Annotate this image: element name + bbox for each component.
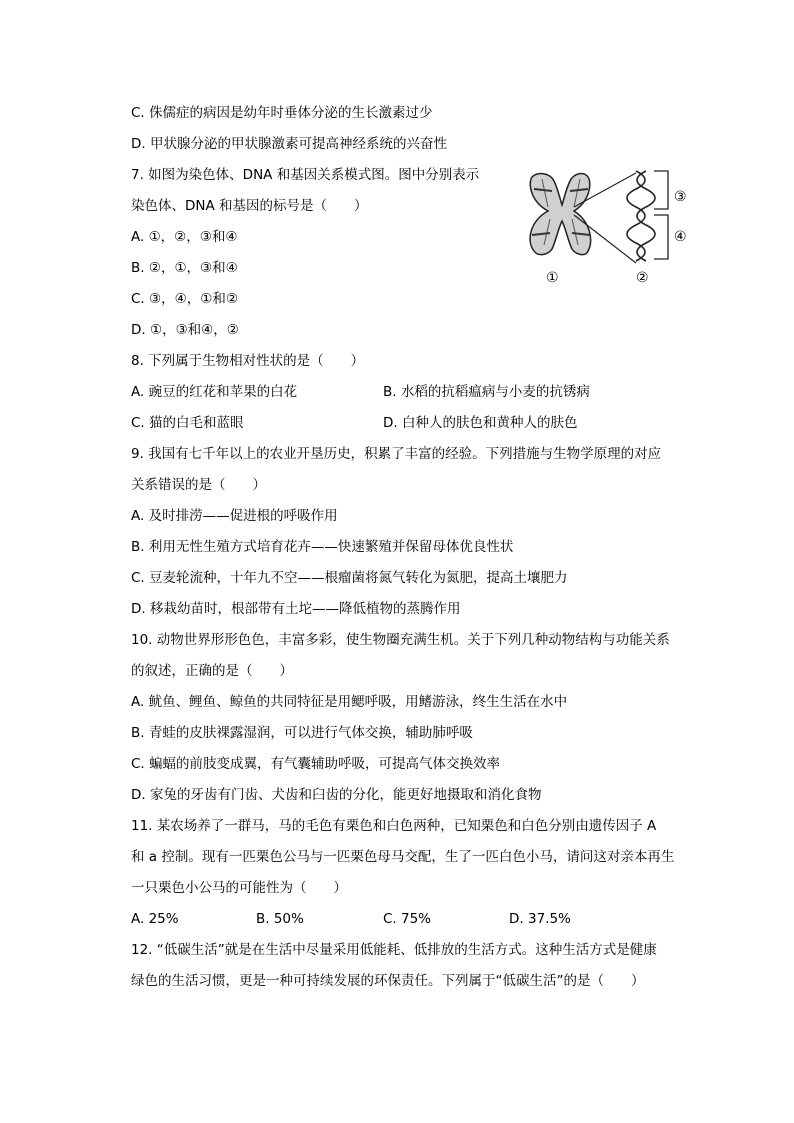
dna-helix <box>627 171 655 261</box>
q11-stem-line3: 一只栗色小公马的可能性为（ ） <box>131 880 347 896</box>
q9-option-d: D. 移栽幼苗时，根部带有土坨——降低植物的蒸腾作用 <box>131 601 461 617</box>
q11-option-b: B. 50% <box>256 911 304 927</box>
q11-stem-line2: 和 a 控制。现有一匹栗色公马与一匹栗色母马交配，生了一匹白色小马，请问这对亲本再生 <box>131 849 675 865</box>
q9-option-c: C. 豆麦轮流种，十年九不空——根瘤菌将氮气转化为氮肥，提高土壤肥力 <box>131 570 568 586</box>
q10-option-c: C. 蝙蝠的前肢变成翼，有气囊辅助呼吸，可提高气体交换效率 <box>131 756 501 772</box>
chromosome-diagram <box>518 163 698 293</box>
q10-option-a: A. 鱿鱼、鲤鱼、鲸鱼的共同特征是用鳃呼吸，用鳍游泳，终生生活在水中 <box>131 694 568 710</box>
q10-option-d: D. 家兔的牙齿有门齿、犬齿和臼齿的分化，能更好地摄取和消化食物 <box>131 787 542 803</box>
q7-option-b: B. ②，①，③和④ <box>131 260 238 276</box>
q9-stem-line1: 9. 我国有七千年以上的农业开垦历史，积累了丰富的经验。下列措施与生物学原理的对应 <box>131 446 662 462</box>
q8-option-b: B. 水稻的抗稻瘟病与小麦的抗锈病 <box>383 384 590 400</box>
q7-stem-line2: 染色体、DNA 和基因的标号是（ ） <box>131 198 368 214</box>
q7-option-c: C. ③，④，①和② <box>131 291 238 307</box>
chromosome-dna-gene-figure <box>518 163 698 293</box>
q7-option-d: D. ①，③和④，② <box>131 322 239 338</box>
dna-label-2: ② <box>636 270 649 286</box>
q9-option-a: A. 及时排涝——促进根的呼吸作用 <box>131 508 338 524</box>
q8-option-d: D. 白种人的肤色和黄种人的肤色 <box>383 415 578 431</box>
q8-option-c: C. 猫的白毛和蓝眼 <box>131 415 244 431</box>
q11-option-a: A. 25% <box>131 911 179 927</box>
q11-stem-line1: 11. 某农场养了一群马，马的毛色有栗色和白色两种，已知栗色和白色分别由遗传因子 A <box>131 818 657 834</box>
gene-label-3: ③ <box>674 189 687 205</box>
q12-stem-line1: 12. “低碳生活”就是在生活中尽量采用低能耗、低排放的生活方式。这种生活方式是健康 <box>131 942 657 958</box>
q9-option-b: B. 利用无性生殖方式培育花卉——快速繁殖并保留母体优良性状 <box>131 539 514 555</box>
q6-option-d: D. 甲状腺分泌的甲状腺激素可提高神经系统的兴奋性 <box>131 136 447 152</box>
q11-option-c: C. 75% <box>383 911 432 927</box>
gene-brackets <box>654 171 668 259</box>
chromosome-shape <box>530 174 591 255</box>
gene-label-4: ④ <box>674 229 687 245</box>
q10-option-b: B. 青蛙的皮肤裸露湿润，可以进行气体交换，辅助肺呼吸 <box>131 725 473 741</box>
q12-stem-line2: 绿色的生活习惯，更是一种可持续发展的环保责任。下列属于“低碳生活”的是（ ） <box>131 973 645 989</box>
q11-option-d: D. 37.5% <box>509 911 571 927</box>
q10-stem-line2: 的叙述，正确的是（ ） <box>131 663 293 679</box>
q8-stem: 8. 下列属于生物相对性状的是（ ） <box>131 353 365 369</box>
q9-stem-line2: 关系错误的是（ ） <box>131 477 266 493</box>
q7-stem-line1: 7. 如图为染色体、DNA 和基因关系模式图。图中分别表示 <box>131 167 480 183</box>
q6-option-c: C. 侏儒症的病因是幼年时垂体分泌的生长激素过少 <box>131 105 433 121</box>
chromosome-label-1: ① <box>546 270 559 286</box>
q7-option-a: A. ①，②，③和④ <box>131 229 238 245</box>
q10-stem-line1: 10. 动物世界形形色色，丰富多彩，使生物圈充满生机。关于下列几种动物结构与功能关系 <box>131 632 670 648</box>
q8-option-a: A. 豌豆的红花和苹果的白花 <box>131 384 298 400</box>
